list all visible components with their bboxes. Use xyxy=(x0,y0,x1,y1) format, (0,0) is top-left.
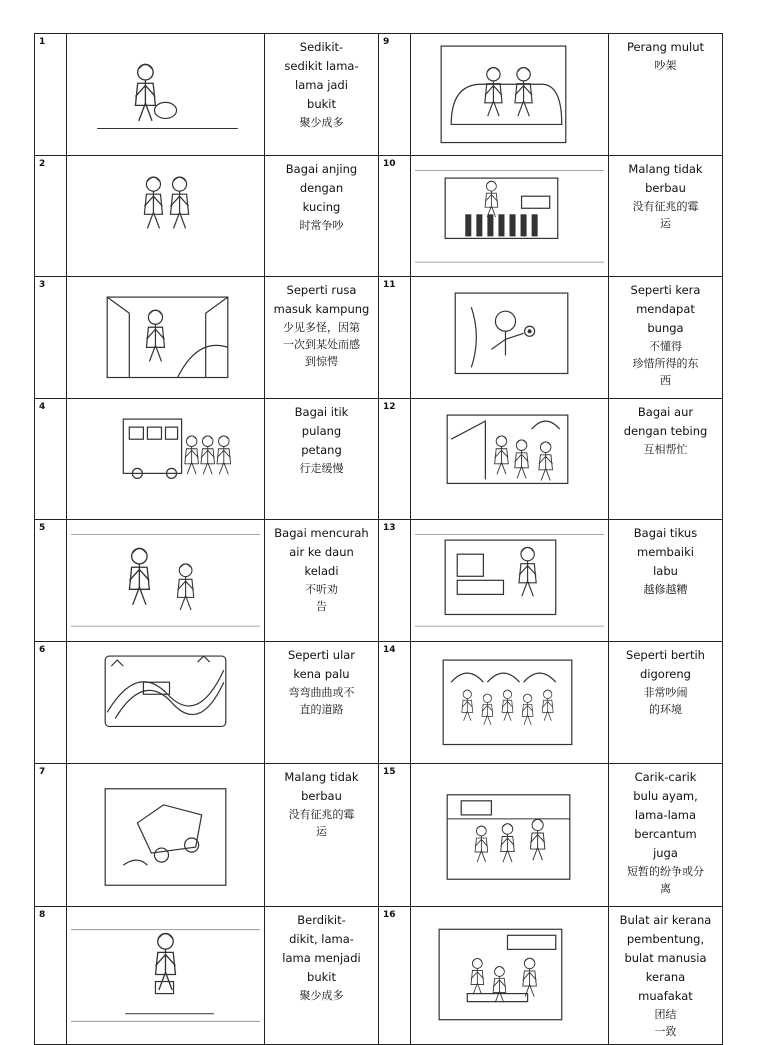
illustration-cell xyxy=(411,277,609,399)
illustration-mother-scolding xyxy=(67,520,264,641)
item-number: 16 xyxy=(383,909,396,920)
number-cell xyxy=(379,520,411,642)
number-cell xyxy=(379,398,411,520)
proverb-cell xyxy=(265,34,379,156)
chinese-meaning: 少见多怪，因第 一次到某处而感 到惊愕 xyxy=(283,321,360,369)
item-number: 9 xyxy=(383,37,390,47)
proverb-cell xyxy=(265,155,379,277)
number-cell xyxy=(35,642,67,764)
item-number: 1 xyxy=(39,37,46,47)
illustration-cell xyxy=(411,520,609,642)
proverb-worksheet xyxy=(34,33,712,1038)
number-cell xyxy=(35,34,67,156)
malay-proverb: Bagai anjing dengan kucing xyxy=(285,161,358,214)
illustration-family-room xyxy=(411,764,608,906)
proverb-row xyxy=(35,642,723,764)
illustration-two-kids-fighting xyxy=(67,156,264,277)
illustration-person-in-room xyxy=(67,277,264,398)
illustration-market-crowd xyxy=(411,642,608,763)
number-cell xyxy=(35,520,67,642)
number-cell xyxy=(379,642,411,764)
illustration-cell xyxy=(411,906,609,1044)
proverb-cell xyxy=(609,906,723,1044)
illustration-child-piggybank xyxy=(67,34,264,155)
number-cell xyxy=(379,277,411,399)
chinese-meaning: 不懂得 珍惜所得的东 西 xyxy=(632,340,699,388)
malay-proverb: Seperti ular kena palu xyxy=(287,648,356,682)
item-number: 14 xyxy=(383,645,396,656)
illustration-man-computer xyxy=(411,520,608,641)
proverb-cell xyxy=(265,906,379,1044)
proverb-row xyxy=(35,520,723,642)
malay-proverb: Berdikit- dikit, lama- lama menjadi bukit xyxy=(282,912,361,984)
item-number: 12 xyxy=(383,401,396,412)
chinese-meaning: 非常吵闹 的环境 xyxy=(643,686,688,717)
malay-proverb: Bagai mencurah air ke daun keladi xyxy=(274,526,369,579)
malay-proverb: Malang tidak berbau xyxy=(628,161,703,195)
proverb-cell xyxy=(609,520,723,642)
item-number: 8 xyxy=(39,909,46,920)
illustration-cell xyxy=(67,277,265,399)
proverb-row xyxy=(35,34,723,156)
number-cell xyxy=(35,155,67,277)
chinese-meaning: 短暂的纷争或分 离 xyxy=(627,864,704,895)
proverb-cell xyxy=(265,642,379,764)
number-cell xyxy=(35,763,67,906)
chinese-meaning: 团结 一致 xyxy=(654,1007,677,1038)
proverb-cell xyxy=(609,642,723,764)
number-cell xyxy=(35,277,67,399)
proverb-cell xyxy=(265,398,379,520)
number-cell xyxy=(379,906,411,1044)
item-number: 2 xyxy=(39,158,46,169)
illustration-cell xyxy=(411,398,609,520)
item-number: 13 xyxy=(383,523,396,534)
item-number: 4 xyxy=(39,401,46,412)
proverb-row xyxy=(35,763,723,906)
proverb-cell xyxy=(609,277,723,399)
illustration-cell xyxy=(67,398,265,520)
malay-proverb: Seperti rusa masuk kampung xyxy=(273,283,370,317)
illustration-meeting-room xyxy=(411,907,608,1044)
chinese-meaning: 聚少成多 xyxy=(299,988,344,1002)
proverb-row xyxy=(35,398,723,520)
malay-proverb: Bagai itik pulang petang xyxy=(294,404,349,457)
malay-proverb: Bagai aur dengan tebing xyxy=(623,404,708,438)
malay-proverb: Sedikit- sedikit lama- lama jadi bukit xyxy=(284,40,359,111)
item-number: 10 xyxy=(383,158,396,169)
illustration-cell xyxy=(411,763,609,906)
malay-proverb: Carik-carik bulu ayam, lama-lama bercantum juga xyxy=(633,769,698,860)
illustration-bus-queue xyxy=(67,399,264,520)
illustration-car-accident xyxy=(67,764,264,906)
item-number: 5 xyxy=(39,523,46,534)
proverb-cell xyxy=(265,520,379,642)
chinese-meaning: 弯弯曲曲或不 直的道路 xyxy=(288,686,355,717)
malay-proverb: Seperti bertih digoreng xyxy=(626,648,705,682)
proverb-cell xyxy=(609,34,723,156)
illustration-cell xyxy=(67,520,265,642)
malay-proverb: Seperti kera mendapat bunga xyxy=(630,283,701,336)
illustration-couple-sofa xyxy=(411,34,608,155)
chinese-meaning: 行走缓慢 xyxy=(299,461,344,475)
illustration-cell xyxy=(67,642,265,764)
number-cell xyxy=(379,34,411,156)
item-number: 6 xyxy=(39,645,46,656)
illustration-cell xyxy=(67,763,265,906)
illustration-cell xyxy=(67,155,265,277)
chinese-meaning: 互相帮忙 xyxy=(643,442,688,456)
illustration-boy-saving xyxy=(67,907,264,1044)
illustration-winding-road xyxy=(67,642,264,763)
item-number: 15 xyxy=(383,766,396,777)
malay-proverb: Bulat air kerana pembentung, bulat manusia kerana muafakat xyxy=(619,912,712,1003)
proverb-row xyxy=(35,155,723,277)
illustration-cell xyxy=(411,155,609,277)
proverb-cell xyxy=(609,398,723,520)
chinese-meaning: 没有征兆的霉 运 xyxy=(632,199,699,230)
illustration-cell xyxy=(67,34,265,156)
proverb-row xyxy=(35,906,723,1044)
illustration-cell xyxy=(411,34,609,156)
chinese-meaning: 不听劝 告 xyxy=(305,583,338,614)
item-number: 11 xyxy=(383,280,396,291)
proverb-cell xyxy=(265,763,379,906)
number-cell xyxy=(379,763,411,906)
chinese-meaning: 没有征兆的霉 运 xyxy=(288,807,355,838)
illustration-crosswalk xyxy=(411,156,608,277)
number-cell xyxy=(379,155,411,277)
malay-proverb: Perang mulut xyxy=(626,40,705,54)
proverb-cell xyxy=(265,277,379,399)
malay-proverb: Malang tidak berbau xyxy=(284,769,359,803)
proverb-table xyxy=(34,33,723,1045)
malay-proverb: Bagai tikus membaiki labu xyxy=(633,526,698,579)
illustration-cell xyxy=(411,642,609,764)
proverb-cell xyxy=(609,155,723,277)
number-cell xyxy=(35,398,67,520)
chinese-meaning: 聚少成多 xyxy=(299,116,344,129)
number-cell xyxy=(35,906,67,1044)
chinese-meaning: 吵架 xyxy=(654,59,677,72)
proverb-row xyxy=(35,277,723,399)
item-number: 3 xyxy=(39,280,46,291)
illustration-monkey-flower xyxy=(411,277,608,398)
item-number: 7 xyxy=(39,766,46,777)
proverb-cell xyxy=(609,763,723,906)
illustration-cell xyxy=(67,906,265,1044)
illustration-people-working xyxy=(411,399,608,520)
chinese-meaning: 时常争吵 xyxy=(299,218,344,232)
chinese-meaning: 越修越糟 xyxy=(643,583,688,597)
